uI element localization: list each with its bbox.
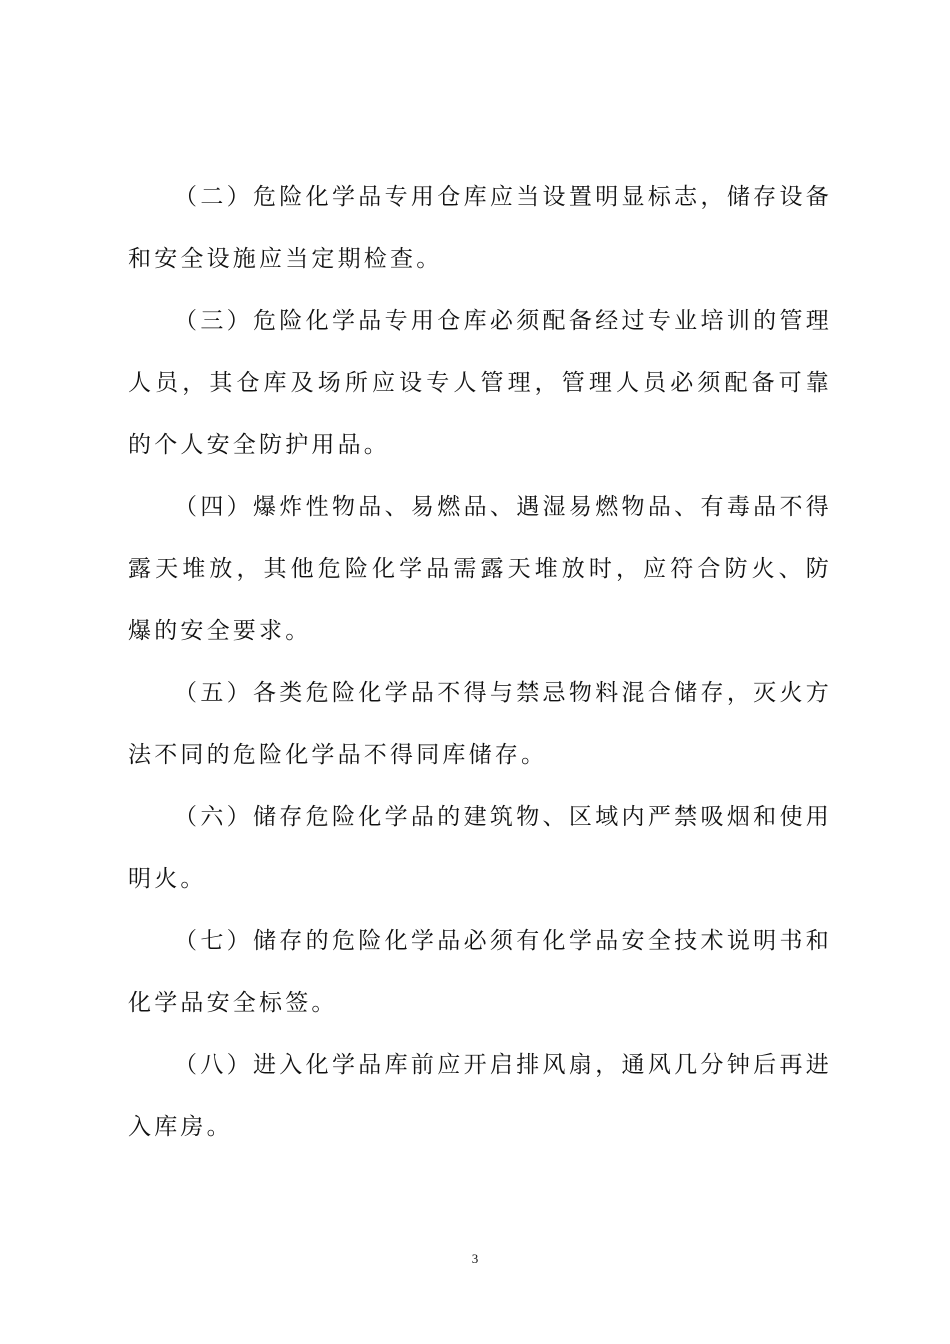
page-number: 3 (471, 1251, 479, 1266)
paragraph-5: （五）各类危险化学品不得与禁忌物料混合储存，灭火方法不同的危险化学品不得同库储存。 (128, 680, 832, 768)
paragraph-4: （四）爆炸性物品、易燃品、遇湿易燃物品、有毒品不得露天堆放，其他危险化学品需露天堆放时，应符合防火、防爆的安全要求。 (128, 494, 832, 644)
paragraph-2: （二）危险化学品专用仓库应当设置明显标志，储存设备和安全设施应当定期检查。 (128, 184, 832, 272)
paragraph-6: （六）储存危险化学品的建筑物、区域内严禁吸烟和使用明火。 (128, 804, 832, 892)
paragraph-3: （三）危险化学品专用仓库必须配备经过专业培训的管理人员，其仓库及场所应设专人管理，管理人员必须配备可靠的个人安全防护用品。 (128, 308, 832, 458)
paragraph-7: （七）储存的危险化学品必须有化学品安全技术说明书和化学品安全标签。 (128, 928, 832, 1016)
paragraph-8: （八）进入化学品库前应开启排风扇，通风几分钟后再进入库房。 (128, 1052, 832, 1140)
document-body (128, 166, 832, 1158)
